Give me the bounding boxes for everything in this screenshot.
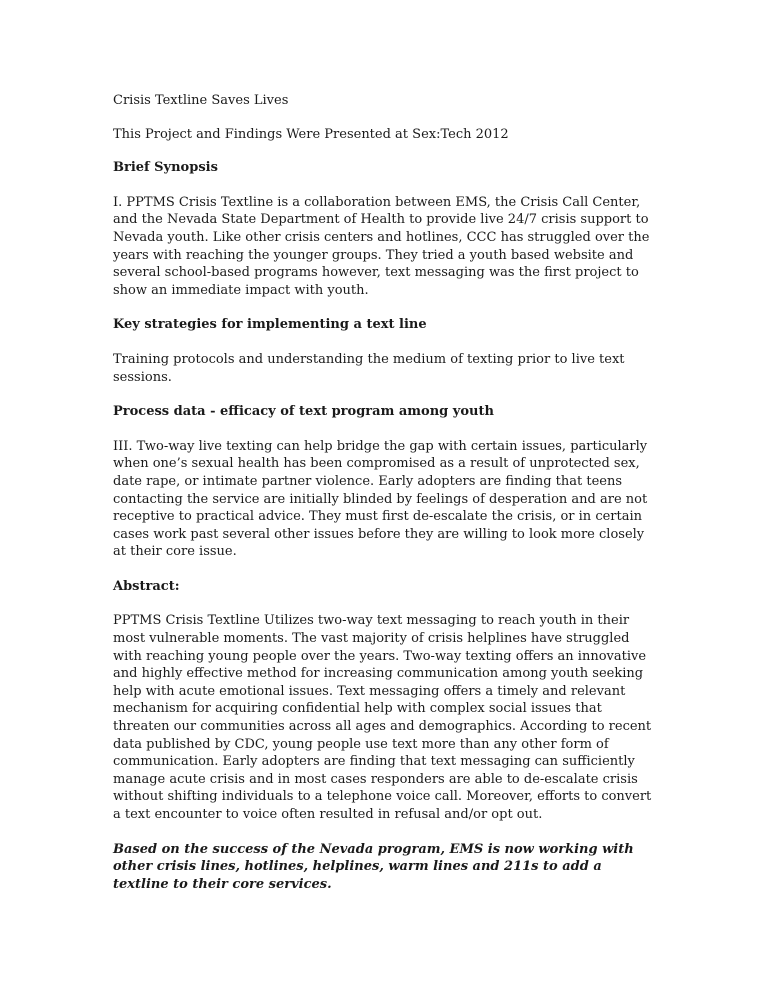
abstract-paragraph: PPTMS Crisis Textline Utilizes two-way text messaging to reach youth in their most vulnerable moments. The vast majority of crisis helplines have struggled with reaching young people over the years. Two-way texting offers an innovative and highly effective method for increasing communication among youth seeking help with acute emotional issues. Text messaging offers a timely and relevant mechanism for acquiring confidential help with complex social issues that threaten our communities across all ages and demographics. According to recent data published by CDC, young people use text more than any other form of communication. Early adopters are finding that text messaging can sufficiently manage acute crisis and in most cases responders are able to de-escalate crisis without shifting individuals to a telephone voice call. Moreover, efforts to convert a text encounter to voice often resulted in refusal and/or opt out. xyxy=(113,613,652,822)
document-page xyxy=(113,92,653,893)
presented-at-line: This Project and Findings Were Presented at Sex:Tech 2012 xyxy=(113,126,509,142)
synopsis-paragraph: I. PPTMS Crisis Textline is a collaboration between EMS, the Crisis Call Center, and the Nevada State Department of Health to provide live 24/7 crisis support to Nevada youth. Like other crisis centers and hotlines, CCC has struggled over the years with reaching the younger groups. They tried a youth based website and several school-based programs however, text messaging was the first project to show an immediate impact with youth. xyxy=(113,194,650,298)
process-paragraph: III. Two-way live texting can help bridge the gap with certain issues, particularly when one’s sexual health has been compromised as a result of unprotected sex, date rape, or intimate partner violence. Early adopters are finding that teens contacting the service are initially blinded by feelings of desperation and are not receptive to practical advice. They must first de-escalate the crisis, or in certain cases work past several other issues before they are willing to look more closely at their core issue. xyxy=(113,438,648,560)
abstract-heading: Abstract: xyxy=(113,578,180,594)
document-title: Crisis Textline Saves Lives xyxy=(113,93,289,108)
closing-statement: Based on the success of the Nevada program, EMS is now working with other crisis lines, hotlines, helplines, warm lines and 211s to add a textline to their core services. xyxy=(113,841,634,892)
synopsis-heading: Brief Synopsis xyxy=(113,160,218,176)
strategies-heading: Key strategies for implementing a text line xyxy=(113,317,427,333)
process-heading: Process data - efficacy of text program among youth xyxy=(113,404,494,420)
strategies-paragraph: Training protocols and understanding the medium of texting prior to live text sessions. xyxy=(113,351,625,385)
